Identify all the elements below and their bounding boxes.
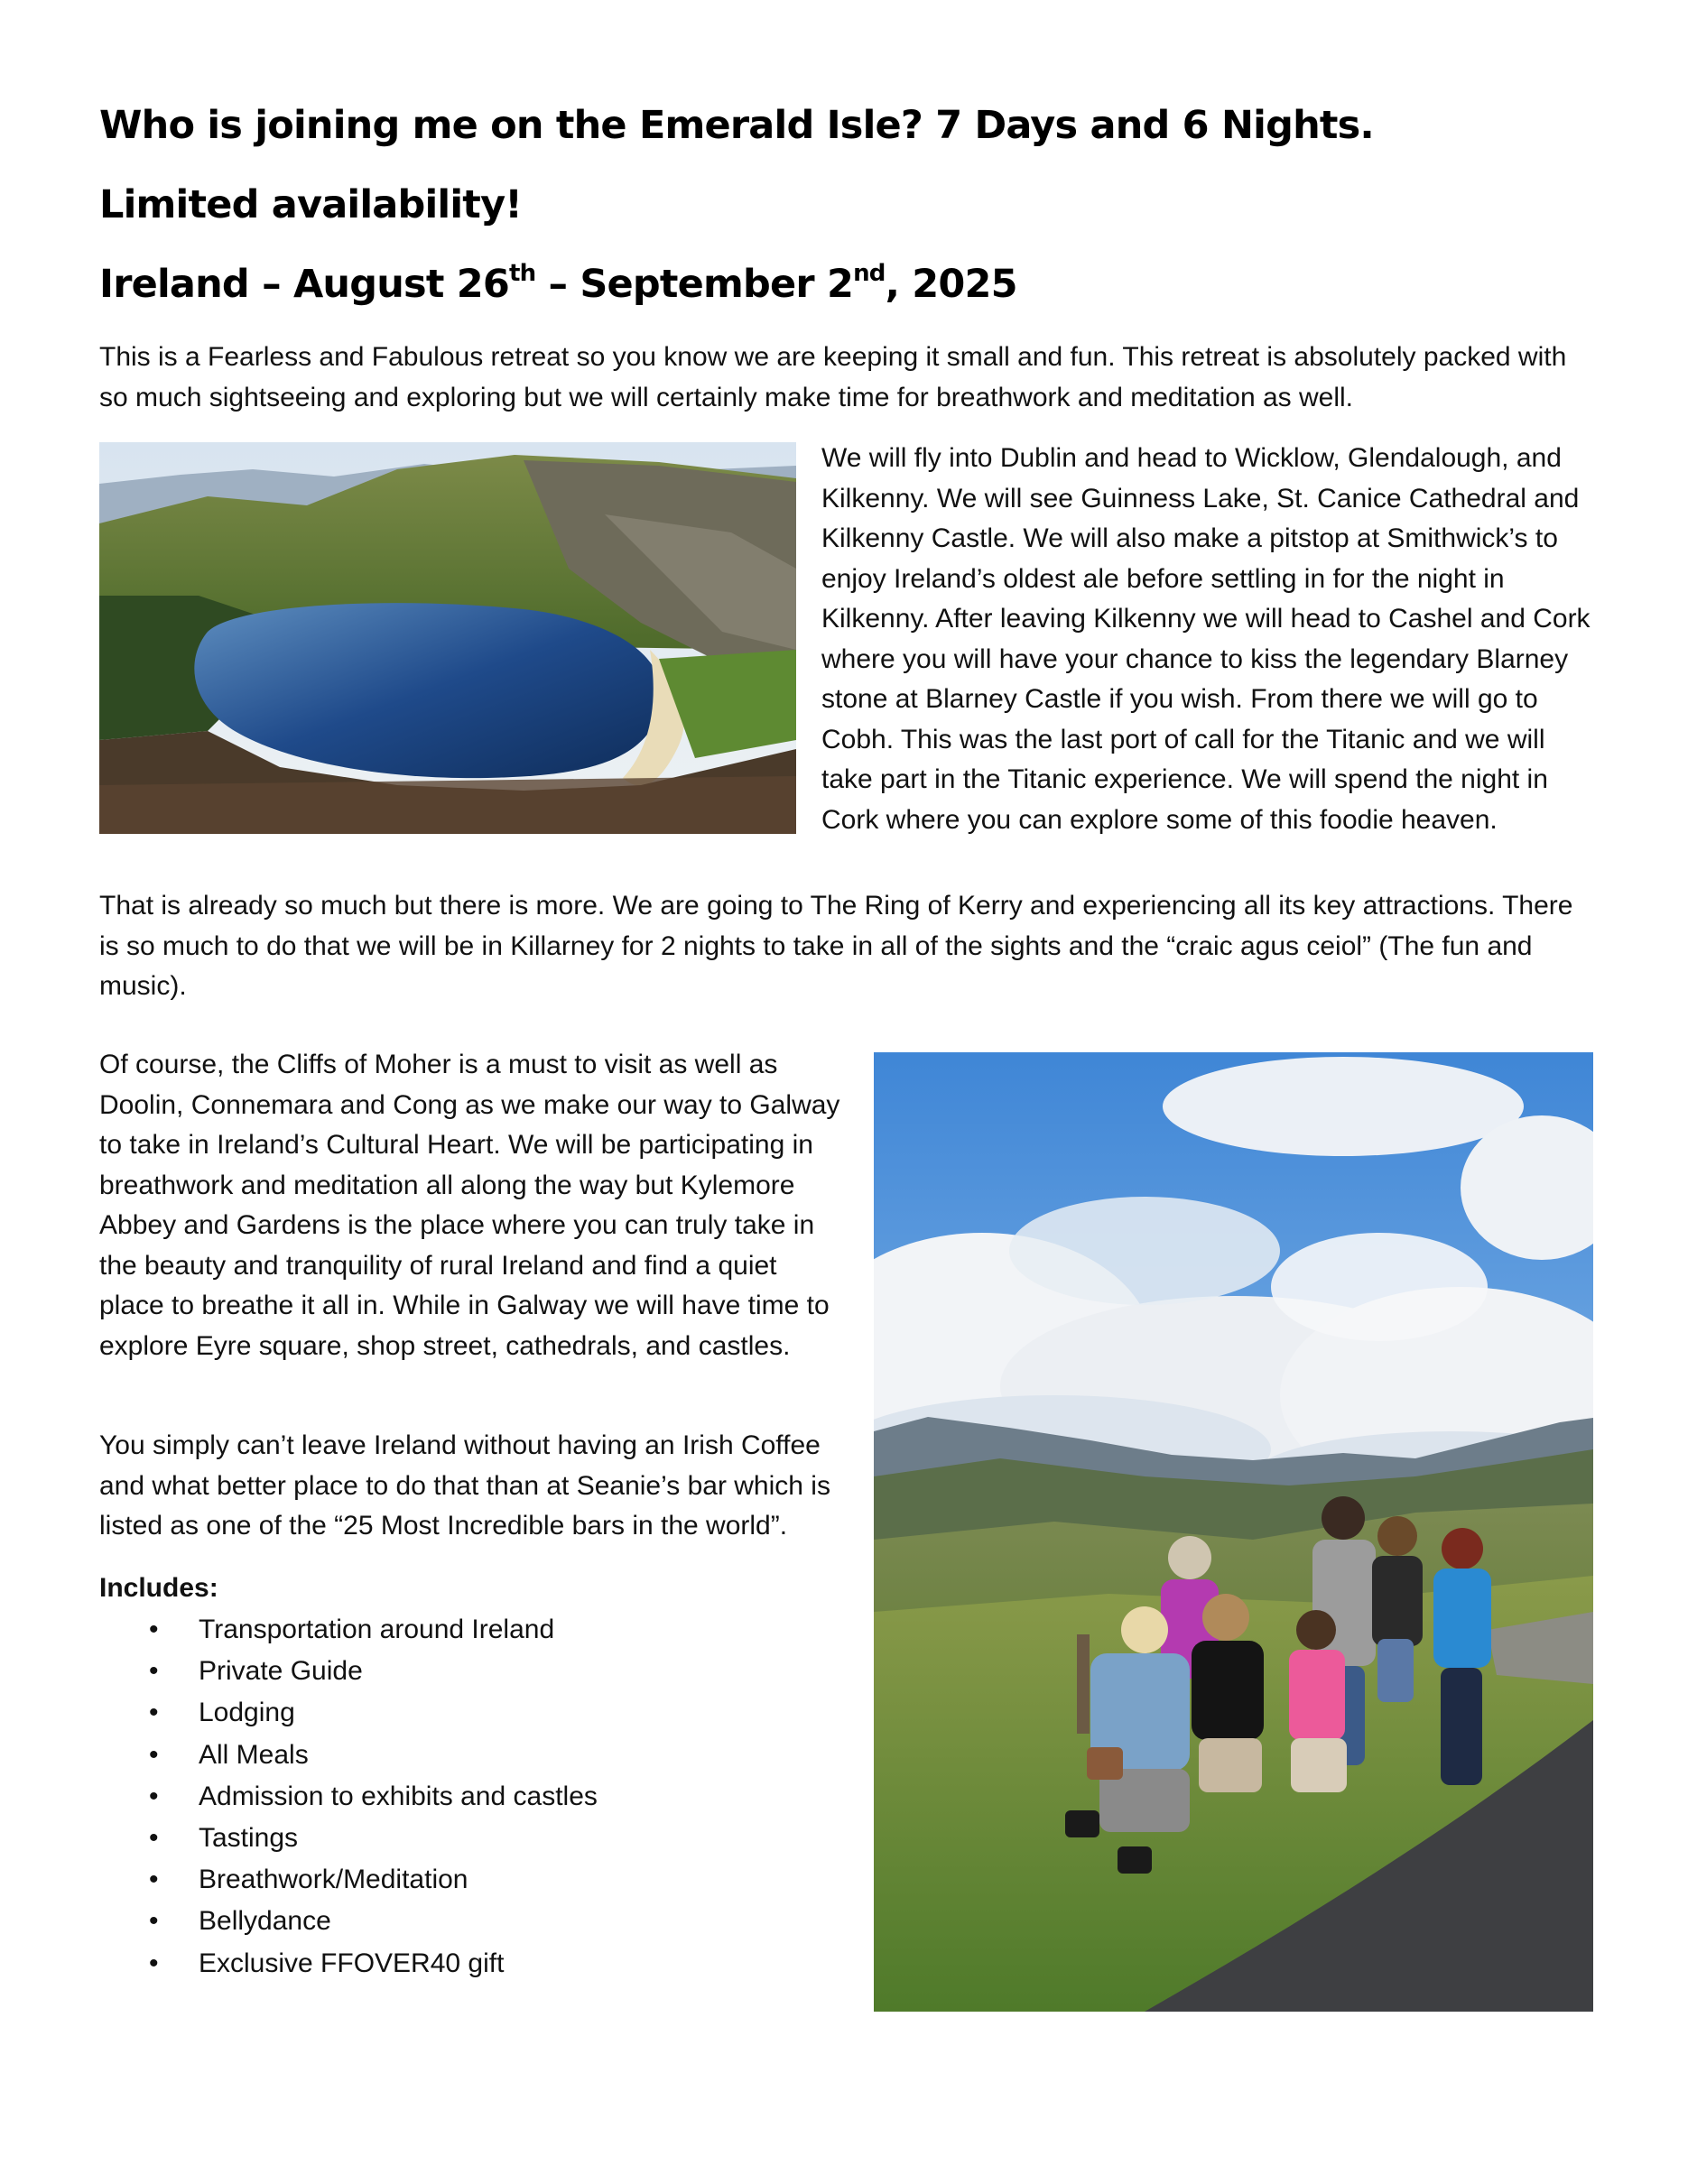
headline-trip: Who is joining me on the Emerald Isle? 7 Days and 6 Nights. xyxy=(99,103,1374,148)
includes-item-label: Lodging xyxy=(199,1698,295,1728)
includes-item xyxy=(99,1902,821,1943)
includes-item xyxy=(99,1944,821,1985)
includes-item-label: Transportation around Ireland xyxy=(199,1615,555,1644)
itinerary-text-1: We will fly into Dublin and head to Wicklow, Glendalough, and Kilkenny. We will see Guinness Lake, St. Canice Cathedral and Kilkenny Castle. We will also make a pitstop at Smithwick’s to enjoy Ireland’s oldest ale before settling in for the night in Kilkenny. After leaving Kilkenny we will head to Cashel and Cork where you will have your chance to kiss the legendary Blarney stone at Blarney Castle if you wish. From there we will go to Cobh. This was the last port of call for the Titanic and we will take part in the Titanic experience. We will spend the night in Cork where you can explore some of this foodie heaven. xyxy=(821,443,1591,835)
includes-item xyxy=(99,1777,821,1818)
bullet-icon: • xyxy=(149,1822,159,1853)
bullet-icon: • xyxy=(149,1781,159,1811)
includes-item-label: Admission to exhibits and castles xyxy=(199,1781,598,1811)
dates-sup-1: th xyxy=(509,260,536,287)
itinerary-section-2: That is already so much but there is more. We are going to The Ring of Kerry and experiencing all its key attractions. There is so much to do that we will be in Killarney for 2 nights to take in all of the sights and the “craic agus ceiol” (The fun and music). xyxy=(99,891,1573,1001)
dates-part-3: , 2025 xyxy=(885,262,1017,307)
bullet-icon: • xyxy=(149,1906,159,1937)
headline-dates xyxy=(99,262,1017,307)
bullet-icon: • xyxy=(149,1739,159,1770)
dates-part-2: – September 2 xyxy=(535,262,854,307)
lake-photo xyxy=(99,442,796,834)
includes-item xyxy=(99,1652,821,1693)
includes-item-label: Bellydance xyxy=(199,1906,331,1937)
itinerary-section-4: You simply can’t leave Ireland without having an Irish Coffee and what better place to do that than at Seanie’s bar which is listed as one of the “25 Most Incredible bars in the world”. xyxy=(99,1430,830,1541)
includes-item xyxy=(99,1693,821,1735)
headline-availability: Limited availability! xyxy=(99,182,523,227)
bullet-icon: • xyxy=(149,1656,159,1687)
itinerary-section-3: Of course, the Cliffs of Moher is a must to visit as well as Doolin, Connemara and Cong as we make our way to Galway to take in Ireland’s Cultural Heart. We will be participating in breathwork and meditation all along the way but Kylemore Abbey and Gardens is the place where you can truly take in the beauty and tranquility of rural Ireland and find a quiet place to breathe it all in. While in Galway we will have time to explore Eyre square, shop street, cathedrals, and castles. xyxy=(99,1050,840,1361)
group-photo xyxy=(874,1052,1593,2012)
bullet-icon: • xyxy=(149,1948,159,1978)
includes-item-label: Breathwork/Meditation xyxy=(199,1865,468,1895)
includes-list xyxy=(99,1610,821,1985)
bullet-icon: • xyxy=(149,1615,159,1644)
intro-paragraph: This is a Fearless and Fabulous retreat so you know we are keeping it small and fun. This retreat is absolutely packed with so much sightseeing and exploring but we will certainly make time for breathwork and meditation as well. xyxy=(99,342,1567,412)
includes-item-label: Exclusive FFOVER40 gift xyxy=(199,1948,505,1978)
includes-item-label: All Meals xyxy=(199,1739,309,1770)
includes-item xyxy=(99,1610,821,1652)
includes-item xyxy=(99,1818,821,1860)
bullet-icon: • xyxy=(149,1865,159,1895)
includes-item xyxy=(99,1735,821,1777)
includes-item-label: Tastings xyxy=(199,1822,299,1853)
dates-sup-2: nd xyxy=(853,260,886,287)
itinerary-section-1 xyxy=(99,439,1598,841)
includes-title: Includes: xyxy=(99,1573,218,1603)
bullet-icon: • xyxy=(149,1698,159,1728)
dates-part-1: Ireland – August 26 xyxy=(99,262,509,307)
includes-item-label: Private Guide xyxy=(199,1656,363,1687)
includes-item xyxy=(99,1860,821,1902)
